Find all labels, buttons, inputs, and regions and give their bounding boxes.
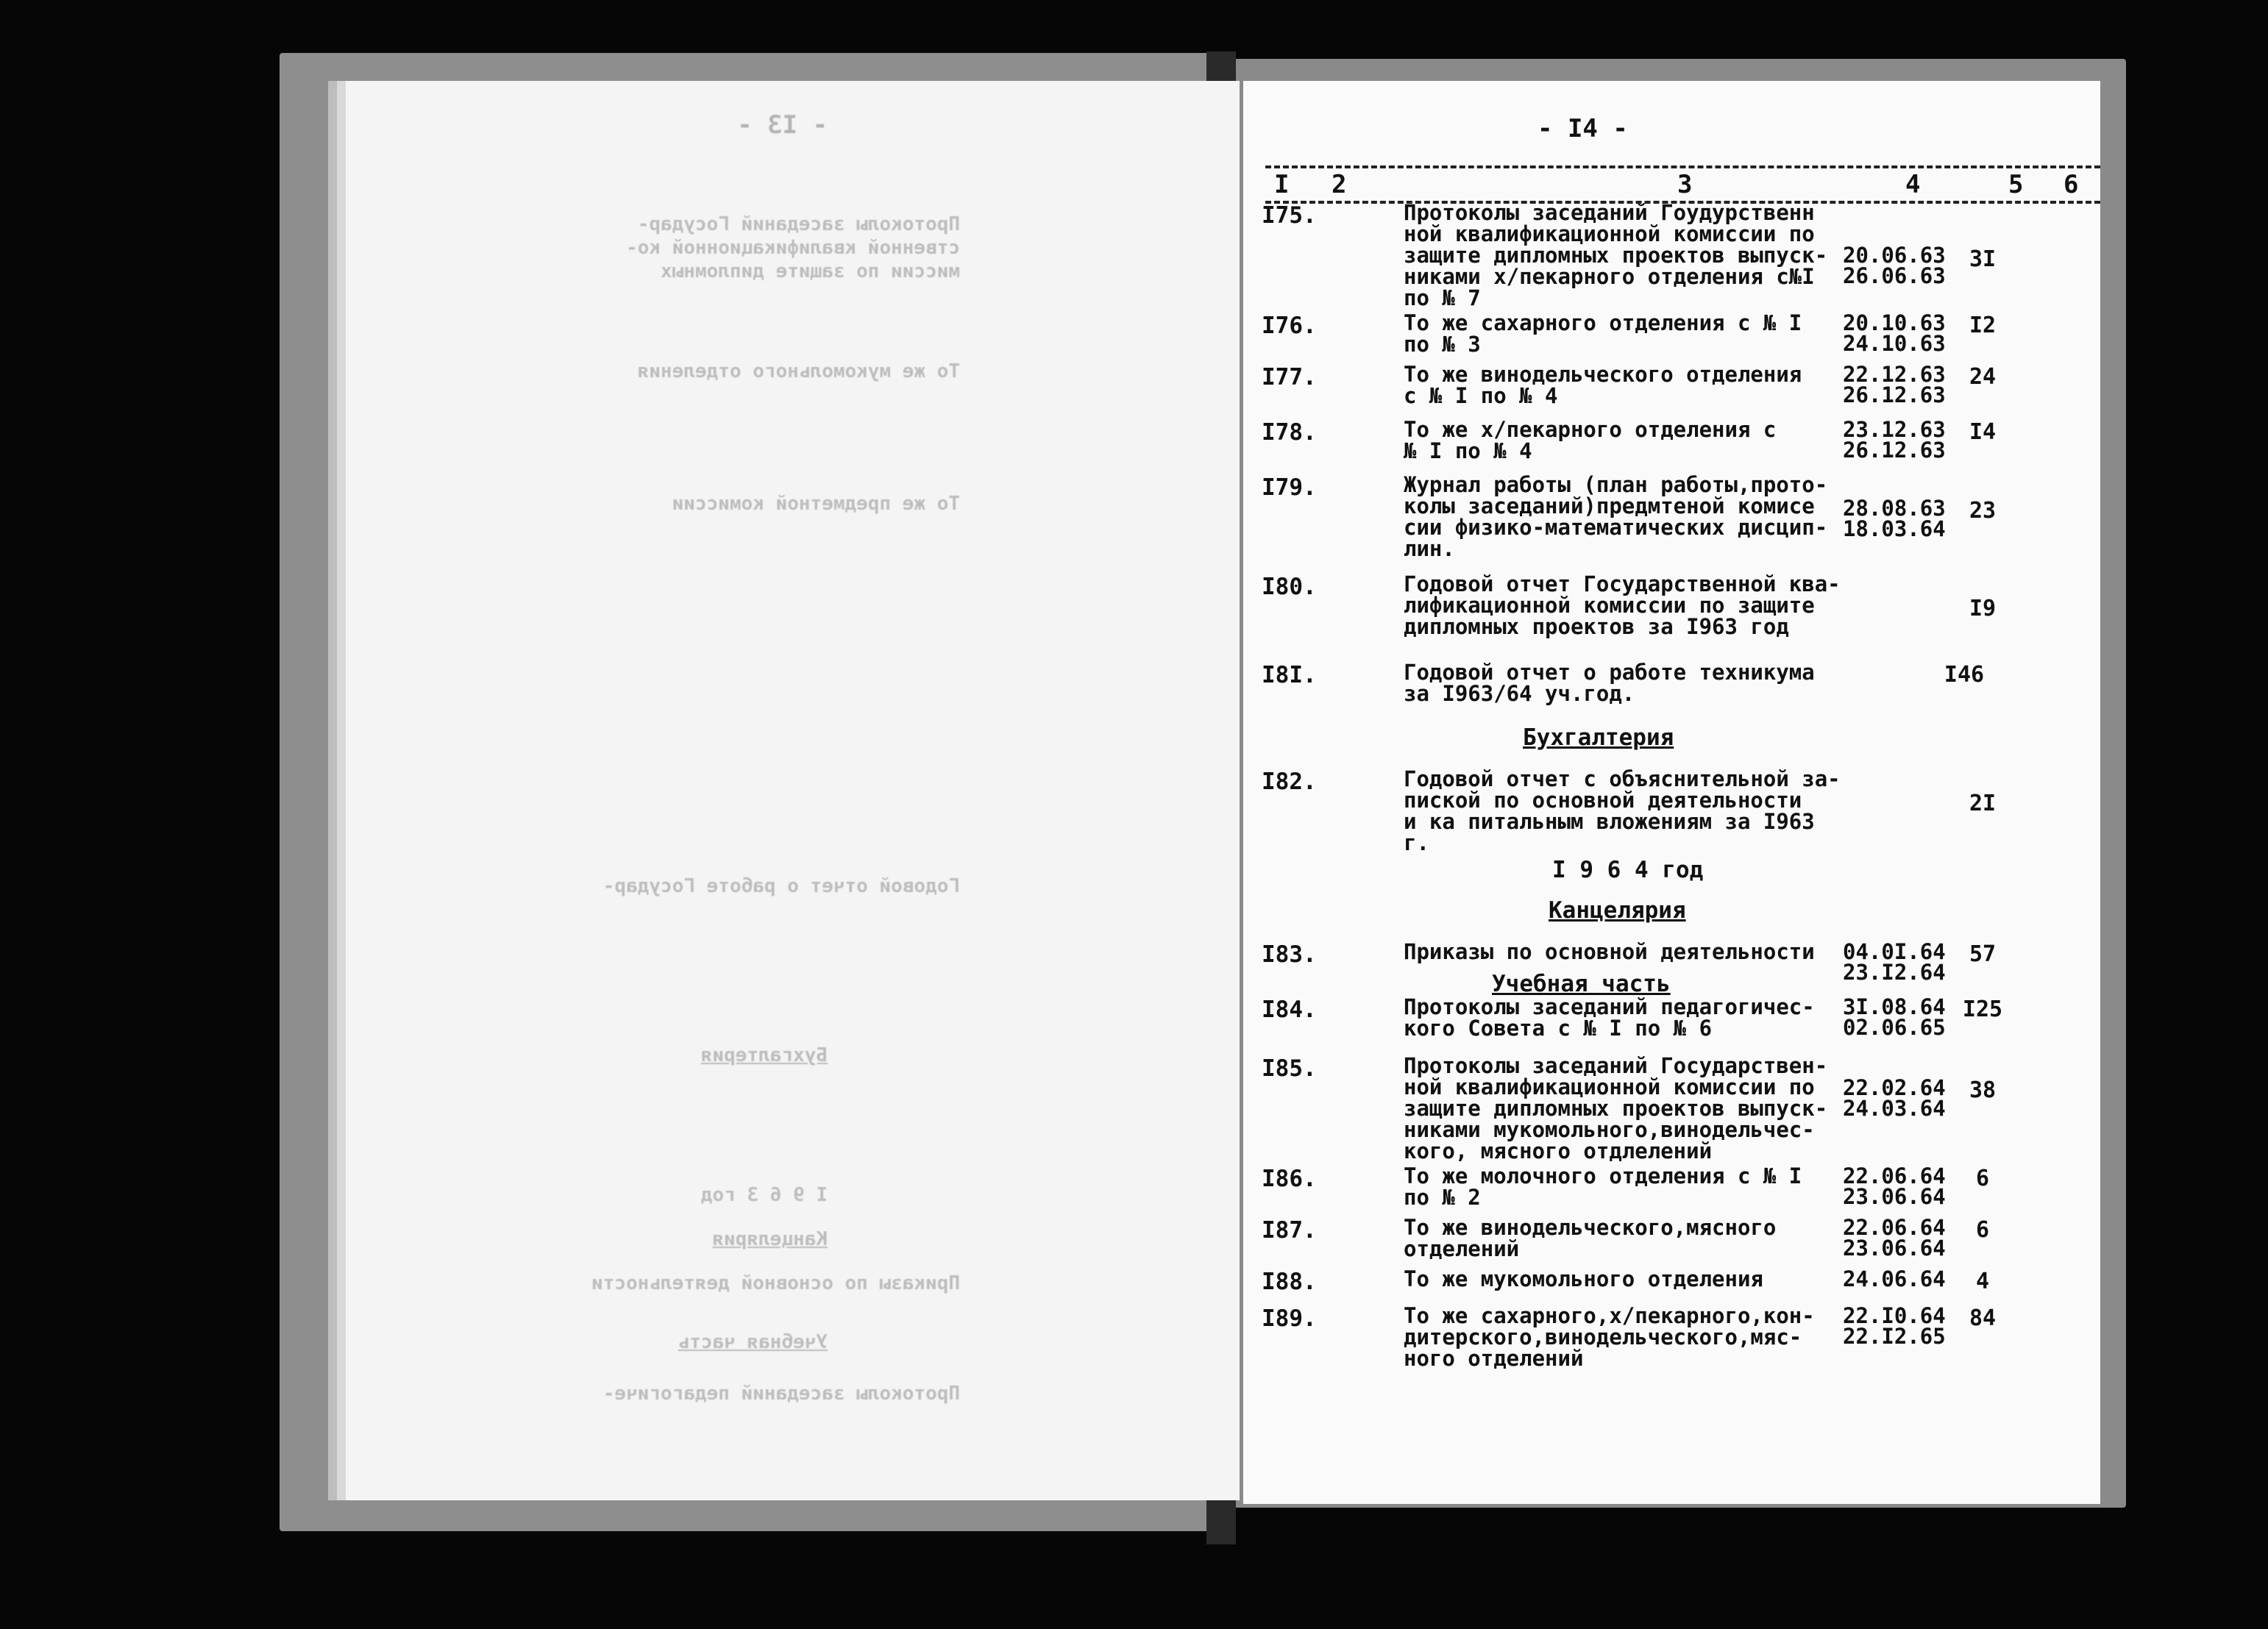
row-title: Годовой отчет с объяснительной за- пиской по основной деятельности и ка питальным вложениям за I963 г. [1404, 766, 1841, 855]
ghost-line: То же предметной комиссии [672, 493, 960, 515]
row-number: I78. [1262, 419, 1317, 446]
col-header-4: 4 [1905, 170, 1921, 199]
ghost-line: То же мукомольного отделения [637, 360, 960, 382]
row-title: Годовой отчет Государственной ква- лификационной комиссии по защите дипломных проектов за I963 год [1404, 571, 1841, 639]
row-number: I8I. [1262, 662, 1317, 688]
bleed-through-text [346, 81, 1240, 1500]
col-header-3: 3 [1677, 170, 1693, 199]
row-title: Приказы по основной деятельности [1404, 939, 1815, 964]
ghost-line: ственной квалификационной ко- [626, 237, 960, 259]
row-title: То же мукомольного отделения [1404, 1266, 1763, 1291]
ghost-line: Годовой отчет о работе Государ- [602, 875, 960, 897]
row-number: I76. [1262, 313, 1317, 339]
row-title: То же винодельческого отделения с № I по № 4 [1404, 362, 1802, 408]
row-title: Журнал работы (план работы,прото- колы заседаний)предмтеной комисе сии физико-математических дисцип- лин. [1404, 472, 1828, 561]
ghost-line: Канцелярия [712, 1228, 828, 1250]
row-count: I9 [1969, 596, 1997, 621]
row-number: I80. [1262, 574, 1317, 600]
row-dates: 3I.08.64 02.06.65 [1843, 994, 1946, 1040]
row-number: I87. [1262, 1217, 1317, 1244]
col-header-2: 2 [1332, 170, 1347, 199]
row-title: Протоколы заседаний Государствен- ной квалификационной комиссии по защите дипломных проектов выпуск- никами мукомольного,винодельчес- кого, мясного отдлелений [1404, 1053, 1828, 1163]
row-count: 24 [1969, 364, 1997, 390]
row-number: I83. [1262, 941, 1317, 968]
row-count: 84 [1969, 1305, 1997, 1331]
row-count: I2 [1969, 313, 1997, 338]
row-number: I85. [1262, 1055, 1317, 1082]
row-title: Годовой отчет о работе техникума за I963/64 уч.год. [1404, 660, 1815, 706]
row-dates: 22.06.64 23.06.64 [1843, 1163, 1946, 1209]
left-page [346, 81, 1240, 1500]
row-dates: 04.0I.64 23.I2.64 [1843, 939, 1946, 985]
row-count: 23 [1969, 498, 1997, 524]
section-heading-study: Учебная часть [1492, 971, 1671, 997]
row-count: 57 [1969, 941, 1997, 967]
col-header-1: I [1274, 170, 1290, 199]
row-count: 2I [1969, 791, 1997, 816]
col-header-6: 6 [2063, 170, 2079, 199]
row-number: I86. [1262, 1166, 1317, 1192]
row-count: 3I [1969, 246, 1997, 272]
row-title: То же сахарного,х/пекарного,кон- дитерского,винодельческого,мяс- ного отделений [1404, 1303, 1815, 1371]
row-count: I25 [1962, 997, 2003, 1022]
row-dates: 23.12.63 26.12.63 [1843, 417, 1946, 463]
col-header-5: 5 [2008, 170, 2024, 199]
row-dates: 20.06.63 26.06.63 [1843, 243, 1946, 288]
row-number: I89. [1262, 1305, 1317, 1332]
row-dates: 22.12.63 26.12.63 [1843, 362, 1946, 407]
row-title: Протоколы заседаний педагогичес- кого Совета с № I по № 6 [1404, 994, 1815, 1041]
row-number: I88. [1262, 1269, 1317, 1295]
row-title: Протоколы заседаний Гоудурственн ной квалификационной комиссии по защите дипломных проектов выпуск- никами х/пекарного отделения с№I по № 7 [1404, 200, 1828, 310]
right-page [1243, 81, 2100, 1504]
section-heading-chancellery: Канцелярия [1549, 897, 1686, 924]
row-number: I84. [1262, 997, 1317, 1023]
ghost-line: I 9 6 3 год [700, 1184, 828, 1206]
row-number: I79. [1262, 474, 1317, 501]
row-count: 4 [1975, 1269, 1990, 1294]
row-dates: 28.08.63 18.03.64 [1843, 496, 1946, 541]
row-title: То же молочного отделения с № I по № 2 [1404, 1163, 1802, 1210]
row-dates: 20.10.63 24.10.63 [1843, 310, 1946, 356]
ghost-line: Учебная часть [678, 1331, 828, 1353]
row-count: 6 [1975, 1217, 1990, 1243]
right-page-number: - I4 - [1538, 114, 1628, 143]
ghost-line: Бухгалтерия [700, 1044, 828, 1066]
row-dates: 24.06.64 [1843, 1266, 1946, 1291]
row-number: I77. [1262, 364, 1317, 391]
section-heading-accounting: Бухгалтерия [1523, 724, 1674, 751]
ghost-line: Приказы по основной деятельности [591, 1272, 960, 1294]
ghost-line: миссии по защите дипломных [661, 260, 960, 282]
row-title: То же винодельческого,мясного отделений [1404, 1215, 1777, 1261]
row-count: I46 [1944, 662, 1985, 688]
year-heading: I 9 6 4 год [1552, 857, 1704, 883]
row-count: I4 [1969, 419, 1997, 445]
ghost-line: Протоколы заседаний Государ- [637, 213, 960, 235]
column-header [1265, 165, 2100, 204]
row-count: 38 [1969, 1077, 1997, 1103]
row-title: То же сахарного отделения с № I по № 3 [1404, 310, 1802, 357]
row-dates: 22.06.64 23.06.64 [1843, 1215, 1946, 1261]
left-page-number: - I3 - [737, 110, 828, 140]
row-dates: 22.I0.64 22.I2.65 [1843, 1303, 1946, 1349]
row-count: 6 [1975, 1166, 1990, 1191]
row-title: То же х/пекарного отделения с № I по № 4 [1404, 417, 1777, 463]
row-number: I82. [1262, 769, 1317, 795]
ghost-line: Протоколы заседаний педагогиче- [602, 1383, 960, 1405]
row-number: I75. [1262, 202, 1317, 229]
row-dates: 22.02.64 24.03.64 [1843, 1075, 1946, 1121]
